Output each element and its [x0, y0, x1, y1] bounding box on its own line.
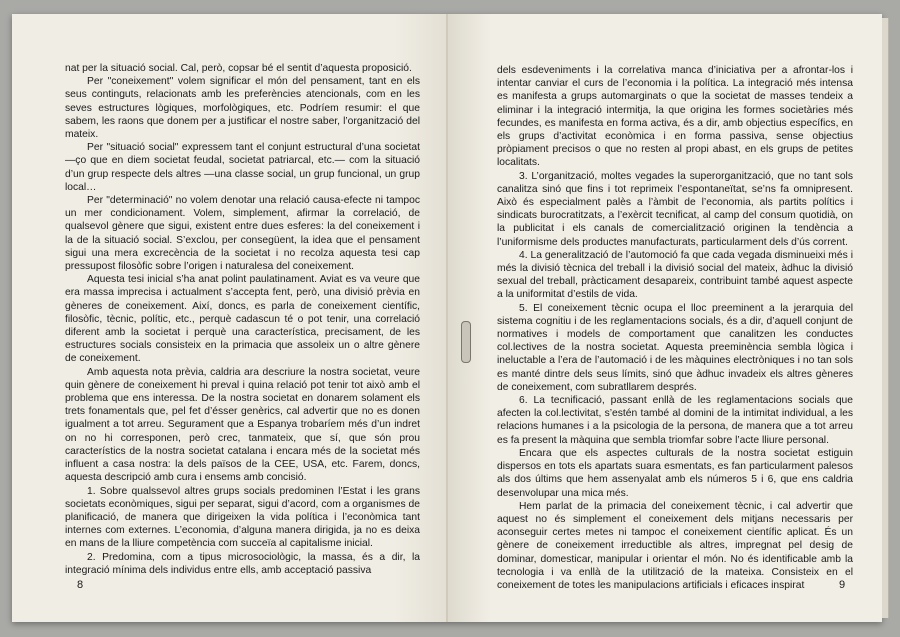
paragraph: 6. La tecnificació, passant enllà de les reglamentacions socials que afecten la col.lectivitat, s’estén també al domini de la intimitat individual, a les relacions humanes i a la psicologia de la persona, de manera que a tot arreu es fa present la màquina que sembla triomfar sobre l’acte lliure personal.	[497, 395, 853, 446]
booklet-spread	[12, 14, 882, 622]
paragraph: Encara que els aspectes culturals de la nostra societat estiguin dispersos en tots els apartats suara esmentats, es fan particularment palesos als dos últims que hem assenyalat amb els números 5 i 6, que ens caldria desenvolupar una mica més.	[497, 447, 853, 499]
paragraph: Per "determinació" no volem denotar una relació causa-efecte ni tampoc un mer condicionament. Volem, simplement, afirmar la correlació, de qualsevol gènere que sigui, existent entre dues esferes: la del coneixement i la de la situació social. S’exclou, per consegüent, la idea que el pensament sigui una mera excrecència de la societat i no recolza aquesta tesi cap pressupost filosòfic sobre l’origen i naturalesa del coneixement.	[65, 195, 420, 273]
paragraph: Amb aquesta nota prèvia, caldria ara descriure la nostra societat, veure quin gènere de coneixement hi preval i quina relació pot tenir tot això amb el problema que ens interessa. De la nostra societat en donarem solament els trets fonamentals que, pel fet d’ésser genèrics, cal advertir que no es donen igualment a tot arreu. Segurament que a Espanya trobaríem més d’un indret on no hi corresponen, però crec, tanmateix, que sí, que són prou característics de la nostra societat catalana i encara més de la societat més influent a casa nostra: la dels països de la CEE, USA, etc. Farem, doncs, aquesta descripció amb cura i ensems amb concisió.	[65, 366, 420, 484]
paragraph: 5. El coneixement tècnic ocupa el lloc preeminent a la jerarquia del sistema cognitiu i de les reglamentacions socials, és a dir, d’aquell conjunt de normatives i models de comportament que canalitzen les conductes col.lectives de la nostra societat. Aquesta preeminència sembla lògica i ineluctable a l’era de l’automació i de les màquines electròniques i no tan sols es manté dintre dels seus límits, sinó que àdhuc invadeix els altres gèneres de coneixement, com subratllarem després.	[497, 302, 853, 393]
paragraph: nat per la situació social. Cal, però, copsar bé el sentit d’aquesta proposició.	[65, 63, 412, 74]
page-edge-stack	[882, 18, 889, 618]
paragraph: 4. La generalització de l’automoció fa que cada vegada disminueixi més i més la divisió tècnica del treball i la divisió social del mateix, àdhuc la divisió sexual del treball, pràcticament desapareix, contribuint també aquest aspecte a la uniformitat d’estils de vida.	[497, 249, 853, 301]
paragraph: 3. L’organització, moltes vegades la superorganització, que no tant sols canalitza sinó que fins i tot reprimeix l’espontaneïtat, se’ns fa omnipresent. Això és especialment palès a l’àmbit de l’economia, als partits polítics i sindicats burocratitzats, a l’exèrcit tecnificat, al camp del consum quotidià, on la publicitat i els canals de comercialització originen la tendència a l’uniformisme dels productes manufacturats, particularment dels d’ús corrent.	[497, 170, 853, 248]
page-number-left: 8	[77, 579, 84, 591]
left-page-text	[65, 62, 420, 577]
staple	[461, 321, 471, 363]
paragraph: Hem parlat de la primacia del coneixement tècnic, i cal advertir que aquest no és simplement el coneixement dels mitjans necessaris per aconseguir certes metes ni tampoc el coneixement científic aplicat. És un gènere de coneixement irreductible als altres, impregnat pel desig de dominar, domesticar, manipular i orientar el món. No és identificable amb la tecnologia i va enllà de la utilització de la mateixa. Consisteix en el coneixement de totes les manipulacions artificials i eficaces inspirat	[497, 500, 853, 591]
paragraph: dels esdeveniments i la correlativa manca d’iniciativa per a afrontar-los i intentar canviar el curs de l’economia i la política. La integració més intensa es manifesta a grups automarginats o que la societat de masses tendeix a eliminar i la integració intermitja, la que origina les formes societàries més fecundes, es manifesta en forma activa, és a dir, amb objectius específics, en els grups d’activitat econòmica i en forma passiva, sense objectius pròpiament precisos o que no resten al propi abast, en els grups de petites localitats.	[497, 65, 853, 169]
paragraph: Aquesta tesi inicial s’ha anat polint paulatinament. Aviat es va veure que era massa imprecisa i actualment s’accepta fent, però, una divisió prèvia en gèneres de coneixement. Així, doncs, es parla de coneixement científic, filosòfic, tècnic, polític, etc., perquè cadascun té o pot tenir, una correlació diferent amb la societat i perquè una característica, precisament, de les estructures socials consisteix en la primacia que assoleix un o altre gènere de coneixement.	[65, 274, 420, 365]
gutter-fold	[446, 14, 448, 622]
right-page-text	[497, 64, 853, 592]
page-number-right: 9	[839, 579, 846, 591]
paragraph: Per "coneixement" volem significar el món del pensament, tant en els seus continguts, relacionats amb les preferències atencionals, com en les seves estructures lògiques, morfològiques, etc. Podríem resumir: el que sabem, les raons que donem per a justificar el nostre saber, l’organització del mateix.	[65, 76, 420, 141]
paragraph: Per "situació social" expressem tant el conjunt estructural d’una societat —ço que en diem societat feudal, societat patriarcal, etc.— com la situació d’un grup respecte dels altres —una classe social, un grup funcional, un grup local…	[65, 142, 420, 193]
paragraph: 2. Predomina, com a tipus microsociològic, la massa, és a dir, la integració mínima dels individus entre ells, amb acceptació passiva	[65, 551, 420, 576]
paragraph: 1. Sobre qualssevol altres grups socials predominen l’Estat i les grans societats econòmiques, sigui per separat, sigui d’acord, com a organismes de planificació, de manera que dirigeixen la vida política i l’econòmica tant internes com externes. L’economia, d’alguna manera dirigida, ja no es deixa en mans de la lliure competència com succeïa al capitalisme inicial.	[65, 485, 420, 550]
